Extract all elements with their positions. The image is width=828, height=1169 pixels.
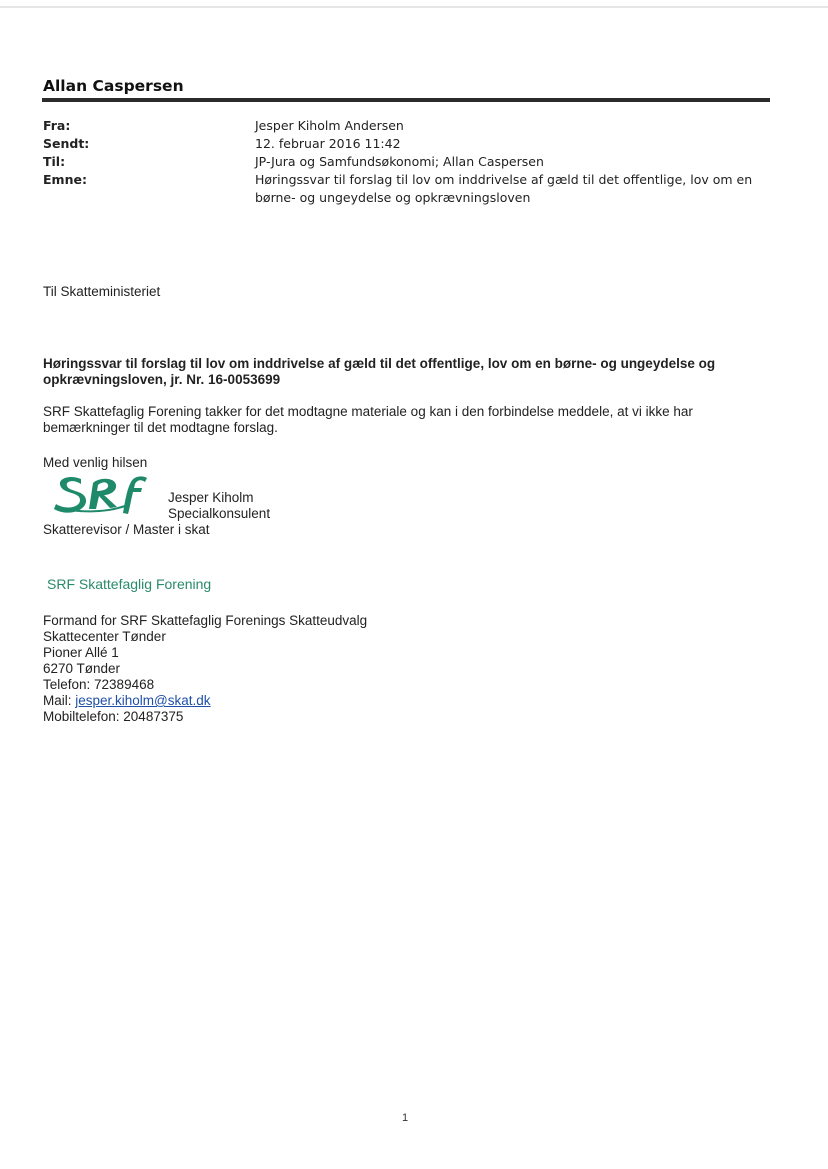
from-label: Fra: [43, 118, 71, 133]
contact-mobile: Mobiltelefon: 20487375 [43, 709, 184, 724]
subject-row [43, 171, 763, 207]
letter-body-line-2: bemærkninger til det modtagne forslag. [43, 420, 278, 435]
letter-body-line-1: SRF Skattefaglig Forening takker for det modtagne materiale og kan i den forbindelse meddele, at vi ikke har [43, 404, 693, 419]
to-label: Til: [43, 154, 66, 169]
page-number: 1 [402, 1112, 409, 1124]
contact-block [43, 613, 367, 725]
sent-label: Sendt: [43, 136, 90, 151]
contact-mail [43, 693, 367, 709]
signature-title: Specialkonsulent [168, 506, 271, 521]
subject-label: Emne: [43, 172, 87, 187]
email-header [43, 117, 763, 207]
letter-heading-line-1: Høringssvar til forslag til lov om inddrivelse af gæld til det offentlige, lov om en børne- og ungeydelse og [43, 356, 716, 371]
contact-line-4: 6270 Tønder [43, 661, 121, 676]
closing: Med venlig hilsen [43, 455, 148, 470]
from-row [43, 117, 763, 135]
signature-name: Jesper Kiholm [168, 490, 254, 505]
contact-phone: Telefon: 72389468 [43, 677, 155, 692]
to-row [43, 153, 763, 171]
signature-role: Skatterevisor / Master i skat [43, 522, 210, 537]
subject-line-2: børne- og ungeydelse og opkrævningsloven [255, 190, 531, 205]
letter-heading-line-2: opkrævningsloven, jr. Nr. 16-0053699 [43, 372, 281, 387]
mailbox-owner-name: Allan Caspersen [43, 77, 184, 95]
srf-logo-icon [53, 473, 148, 515]
contact-line-3: Pioner Allé 1 [43, 645, 119, 660]
sent-row [43, 135, 763, 153]
salutation: Til Skatteministeriet [43, 284, 161, 299]
mail-label: Mail: [43, 693, 76, 708]
from-value: Jesper Kiholm Andersen [255, 118, 404, 133]
subject-value [255, 171, 763, 207]
subject-line-1: Høringssvar til forslag til lov om inddrivelse af gæld til det offentlige, lov om en [255, 172, 753, 187]
mail-link[interactable]: jesper.kiholm@skat.dk [75, 693, 211, 708]
contact-line-2: Skattecenter Tønder [43, 629, 166, 644]
letter-heading [43, 356, 763, 388]
to-value: JP-Jura og Samfundsøkonomi; Allan Caspersen [255, 154, 544, 169]
header-divider [42, 98, 770, 102]
organization-name: SRF Skattefaglig Forening [47, 576, 212, 592]
letter-body [43, 404, 763, 436]
sent-value: 12. februar 2016 11:42 [255, 136, 401, 151]
contact-line-1: Formand for SRF Skattefaglig Forenings Skatteudvalg [43, 613, 368, 628]
